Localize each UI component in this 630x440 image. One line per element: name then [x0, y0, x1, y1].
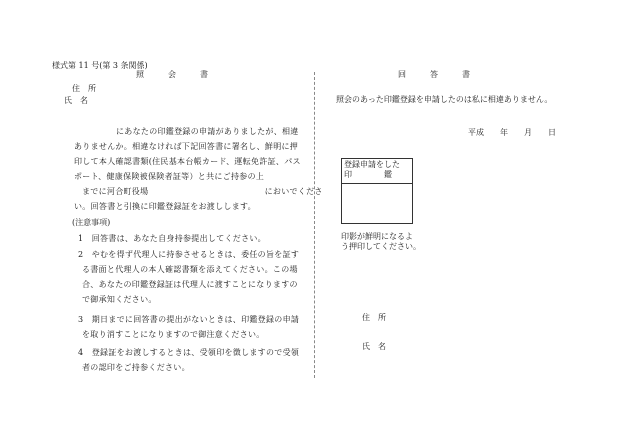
- note-line: 者の認印をご持参ください。: [82, 363, 190, 372]
- inquiry-body-line: にあなたの印鑑登録の申請がありましたが、相違: [116, 127, 299, 136]
- seal-note-line: う押印してください。: [341, 242, 421, 251]
- reply-name-label: 氏 名: [362, 342, 386, 351]
- note-line: 合、あなたの印鑑登録証は代理人に渡すことになりますの: [82, 280, 298, 289]
- seal-label-line: 登録申請をした: [344, 160, 400, 169]
- reply-title: 回 答 書: [398, 70, 470, 79]
- inquiry-address-label: 住 所: [72, 84, 96, 93]
- inquiry-title: 照 会 書: [136, 70, 208, 79]
- seal-box-label: [342, 159, 413, 184]
- note-line: 4 登録証をお渡しするときは、受領印を徴しますので受領: [78, 348, 300, 357]
- note-line: 1 回答書は、あなた自身持参提出してください。: [78, 234, 266, 243]
- reply-address-label: 住 所: [362, 313, 386, 322]
- notes-heading: (注意事項): [72, 218, 111, 227]
- note-line: で御承知ください。: [82, 295, 157, 304]
- inquiry-body-line: い。回答書と引換に印鑑登録証をお渡しします。: [74, 202, 256, 211]
- note-line: 3 期日までに回答書の提出がないときは、印鑑登録の申請: [78, 315, 300, 324]
- inquiry-body-line: ポート、健康保険被保険者証等）と共にご持参の上: [74, 172, 265, 181]
- inquiry-name-label: 氏 名: [64, 96, 88, 105]
- seal-note-line: 印影が鮮明になるよ: [341, 232, 413, 241]
- inquiry-body-line: までに河合町役場 においでくださ: [82, 187, 323, 196]
- inquiry-body-line: ありませんか。相違なければ下記回答書に署名し、鮮明に押: [74, 142, 299, 151]
- note-line: を取り消すことになりますので御注意ください。: [82, 330, 265, 339]
- fold-divider: [314, 72, 315, 378]
- note-line: 2 やむを得ず代理人に持参させるときは、委任の旨を証す: [78, 250, 300, 259]
- seal-impression-box[interactable]: [341, 158, 413, 224]
- note-line: る書面と代理人の本人確認書類を添えてください。この場: [82, 265, 298, 274]
- seal-label-line: 印 鑑: [344, 170, 392, 179]
- form-number: 様式第 11 号(第 3 条関係): [52, 61, 148, 70]
- reply-date-line: 平成 年 月 日: [468, 128, 556, 137]
- inquiry-body-line: 印して本人確認書類(住民基本台帳カード、運転免許証、パス: [74, 157, 301, 166]
- reply-statement: 照会のあった印鑑登録を申請したのは私に相違ありません。: [336, 95, 553, 104]
